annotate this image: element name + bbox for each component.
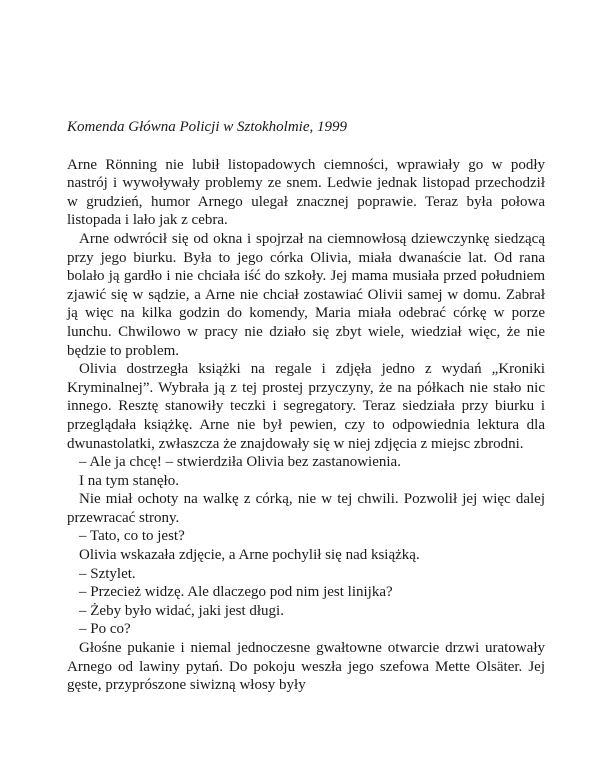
- body-text: [67, 156, 545, 695]
- dialogue-line: – Ale ja chcę! – stwierdziła Olivia bez zastanowienia.: [79, 454, 401, 471]
- paragraph: Nie miał ochoty na walkę z córką, nie w tej chwili. Pozwolił jej więc dalej przewracać strony.: [67, 491, 545, 526]
- dialogue-line: – Tato, co to jest?: [79, 528, 185, 545]
- location-heading: Komenda Główna Policji w Sztokholmie, 1999: [67, 119, 347, 135]
- paragraph: Arne Rönning nie lubił listopadowych ciemności, wprawiały go w podły nastrój i wywoływały problemy ze snem. Ledwie jednak listopad przechodził w grudzień, humor Arnego ulegał znacznej poprawie. Teraz była połowa listopada i lało jak z cebra.: [67, 156, 545, 229]
- dialogue-line: – Po co?: [79, 621, 131, 638]
- paragraph: Głośne pukanie i niemal jednoczesne gwałtowne otwarcie drzwi uratowały Arnego od lawiny pytań. Do pokoju weszła jego szefowa Mette Olsäter. Jej gęste, przyprószone siwizną włosy były: [67, 640, 545, 694]
- paragraph: Olivia dostrzegła książki na regale i zdjęła jedno z wydań „Kroniki Kryminalnej”. Wybrała ją z tej prostej przyczyny, że na półkach nie stało nic innego. Resztę stanowiły teczki i segregatory. Teraz siedziała przy biurku i przeglądała książkę. Arne nie był pewien, czy to odpowiednia lektura dla dwunastolatki, zwłaszcza że znajdowały się w niej zdjęcia z miejsc zbrodni.: [67, 361, 545, 452]
- dialogue-line: – Żeby było widać, jaki jest długi.: [79, 602, 284, 619]
- book-page: [67, 0, 545, 695]
- paragraph: I na tym stanęło.: [79, 472, 179, 489]
- paragraph: Arne odwrócił się od okna i spojrzał na ciemnowłosą dziewczynkę siedzącą przy jego biurku. Była to jego córka Olivia, miała dwanaście lat. Od rana bolało ją gardło i nie chciała iść do szkoły. Jej mama musiała przed południem zjawić się w sądzie, a Arne nie chciał zostawiać Olivii samej w domu. Zabrał ją więc na kilka godzin do komendy, Maria miała odebrać córkę w porze lunchu. Chwilowo w pracy nie działo się zbyt wiele, wiedział więc, że nie będzie to problem.: [67, 230, 545, 359]
- dialogue-line: – Sztylet.: [79, 565, 136, 582]
- paragraph: Olivia wskazała zdjęcie, a Arne pochylił się nad książką.: [79, 547, 420, 564]
- dialogue-line: – Przecież widzę. Ale dlaczego pod nim jest linijka?: [79, 584, 393, 601]
